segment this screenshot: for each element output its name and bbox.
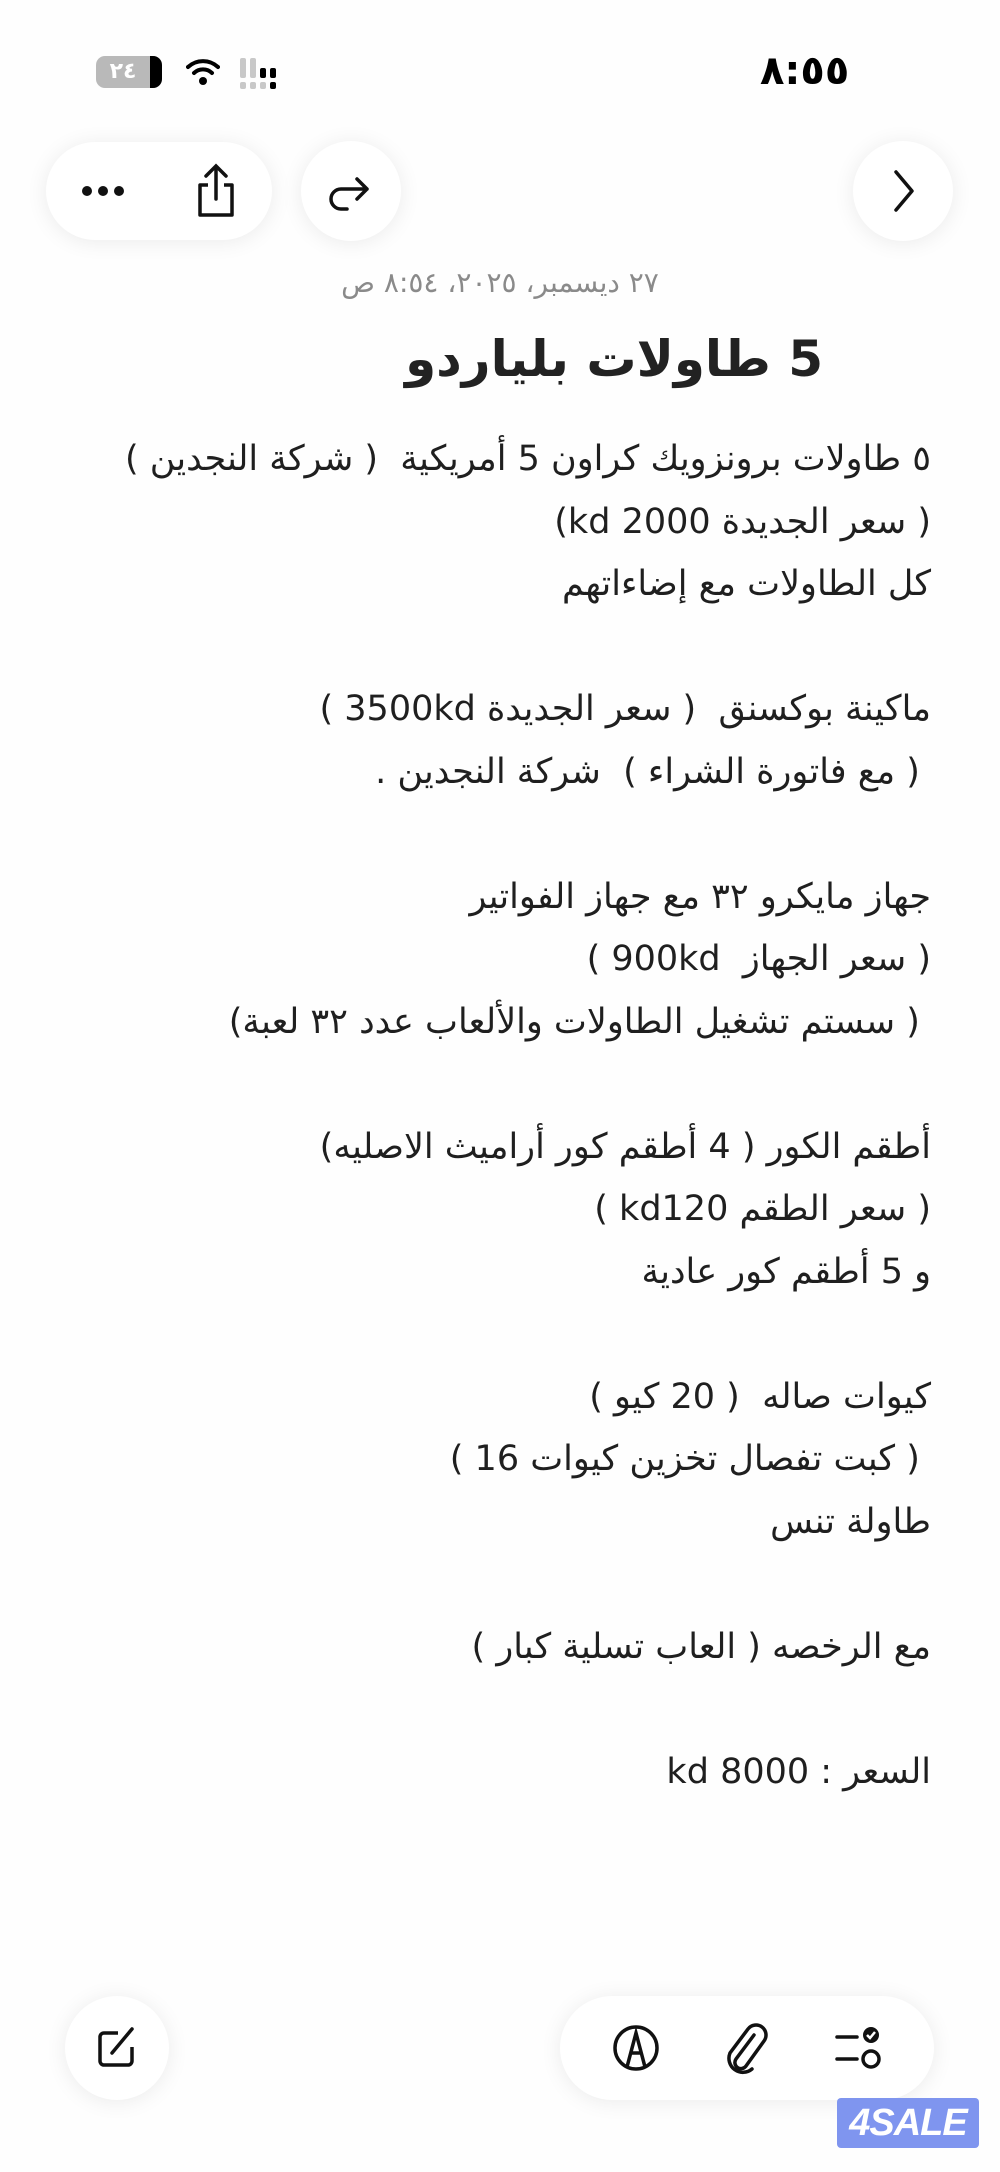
- note-line: و 5 أطقم كور عادية: [641, 1251, 931, 1292]
- note-date: ٢٧ ديسمبر، ٢٠٢٥، ٨:٥٤ ص: [341, 266, 659, 299]
- note-line: [51, 616, 931, 679]
- redo-button[interactable]: [301, 141, 401, 241]
- note-line: ( سستم تشغيل الطاولات والألعاب عدد ٣٢ لعبة): [228, 1001, 931, 1042]
- note-body[interactable]: [51, 428, 931, 1803]
- note-line: [51, 1053, 931, 1116]
- note-line: مع الرخصه ( العاب تسلية كبار ): [471, 1626, 931, 1667]
- note-line: ٥ طاولات برونزويك كراون 5 أمريكية ( شركة النجدين ): [125, 439, 931, 479]
- share-icon[interactable]: [194, 163, 238, 219]
- note-line: طاولة تنس: [770, 1501, 931, 1542]
- checklist-icon[interactable]: [833, 2023, 883, 2073]
- bottom-toolbar: [560, 1996, 934, 2100]
- ellipsis-icon[interactable]: [81, 185, 125, 197]
- note-line: [51, 803, 931, 866]
- cellular-signal-icon: [240, 56, 290, 90]
- note-line: السعر : 8000 kd: [666, 1751, 931, 1792]
- battery-icon: [96, 56, 162, 88]
- note-line: جهاز مايكرو ٣٢ مع جهاز الفواتير: [469, 876, 931, 917]
- note-line: [51, 1553, 931, 1616]
- note-line: [51, 1303, 931, 1366]
- note-title[interactable]: 5 طاولات بلياردو: [405, 330, 823, 388]
- status-time: ٨:٥٥: [760, 48, 850, 94]
- next-button[interactable]: [853, 141, 953, 241]
- chevron-right-icon: [888, 168, 918, 214]
- redo-icon: [327, 167, 375, 215]
- compose-icon: [94, 2025, 140, 2071]
- note-line: أطقم الكور ( 4 أطقم كور أراميث الاصليه): [319, 1126, 931, 1167]
- note-line: [51, 1678, 931, 1741]
- note-line: ( سعر الطقم kd120 ): [594, 1189, 931, 1229]
- battery-level: ٢٤: [109, 59, 137, 84]
- 4sale-watermark: 4SALE: [837, 2098, 979, 2148]
- note-line: ( مع فاتورة الشراء ) شركة النجدين .: [375, 751, 931, 792]
- markup-pen-icon[interactable]: [611, 2023, 661, 2073]
- note-line: ( سعر الجديدة 2000 kd): [554, 501, 931, 542]
- note-line: ( كبت تفصال تخزين كيوات 16 ): [449, 1439, 931, 1479]
- note-line: كل الطاولات مع إضاءاتهم: [562, 564, 931, 604]
- note-line: ( سعر الجهاز 900kd ): [586, 939, 931, 979]
- wifi-icon: [186, 56, 220, 86]
- compose-button[interactable]: [65, 1996, 169, 2100]
- note-line: ماكينة بوكسنق ( سعر الجديدة 3500kd ): [319, 689, 931, 729]
- paperclip-icon[interactable]: [724, 2021, 770, 2075]
- note-line: كيوات صاله ( 20 كيو ): [589, 1376, 931, 1417]
- toolbar-actions: [46, 142, 272, 240]
